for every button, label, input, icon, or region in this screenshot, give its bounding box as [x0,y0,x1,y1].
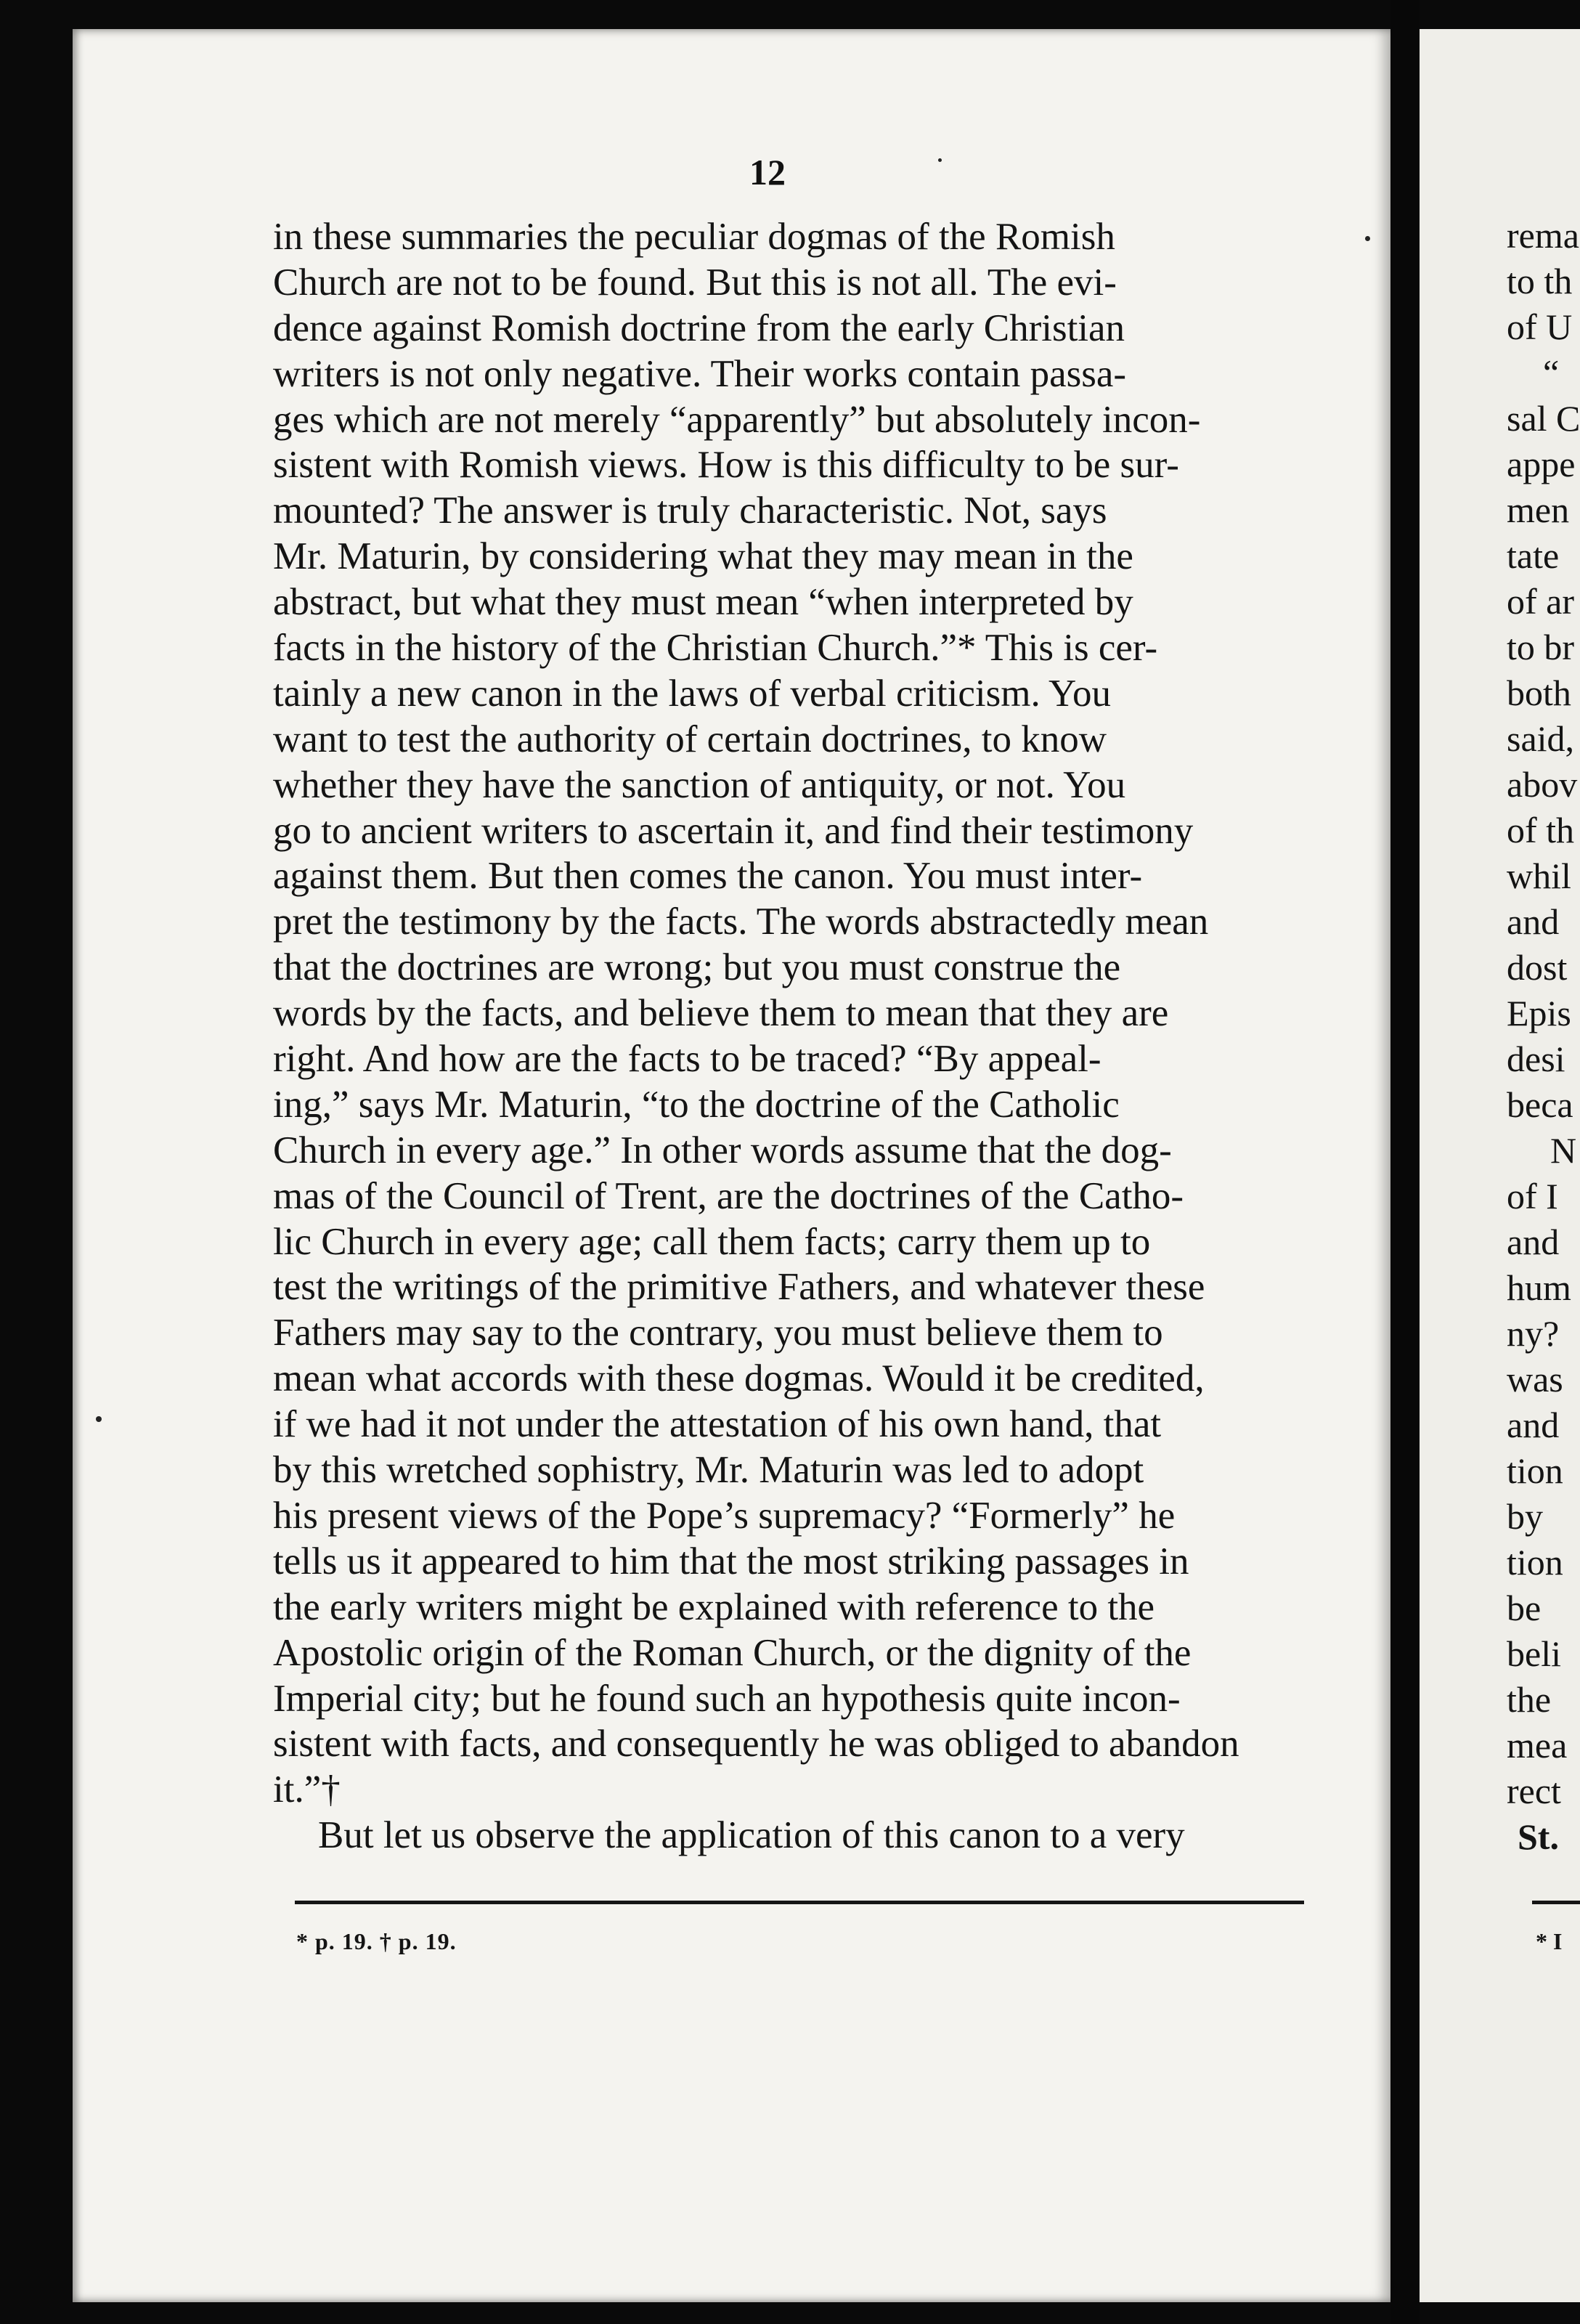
print-speck [96,1416,102,1422]
text-line: sistent with facts, and consequently he was obliged to abandon [273,1723,1239,1766]
text-line: mean what accords with these dogmas. Would it be credited, [273,1357,1205,1400]
text-line: want to test the authority of certain doctrines, to know [273,718,1107,760]
next-page-fragment: and [1507,901,1560,942]
text-line: pret the testimony by the facts. The words abstractedly mean [273,901,1209,943]
next-page-fragment: to br [1507,627,1575,667]
text-line: go to ancient writers to ascertain it, and find their testimony [273,809,1194,852]
text-line: Imperial city; but he found such an hypothesis quite incon- [273,1677,1181,1720]
text-line: ing,” says Mr. Maturin, “to the doctrine of the Catholic [273,1083,1120,1126]
text-line: in these summaries the peculiar dogmas of the Romish [273,216,1115,258]
text-line: the early writers might be explained with reference to the [273,1585,1155,1628]
text-line: against them. But then comes the canon. You must inter- [273,855,1143,898]
next-page-fragment: rect [1507,1771,1561,1811]
text-line: facts in the history of the Christian Church.”* This is cer- [273,627,1158,670]
next-page-fragment: by [1507,1496,1543,1537]
page-body-text [273,214,1304,1858]
next-page-fragment: beli [1507,1633,1561,1674]
text-line: mounted? The answer is truly characteristic. Not, says [273,489,1107,532]
next-page-fragment: dost [1507,947,1568,988]
text-line: right. And how are the facts to be traced? “By appeal- [273,1038,1101,1081]
next-page-fragment: “ [1543,352,1560,393]
next-page-fragment: to th [1507,261,1573,301]
next-page-fragment: ny? [1507,1313,1560,1354]
text-line: ges which are not merely “apparently” but absolutely incon- [273,398,1201,441]
text-line: Apostolic origin of the Roman Church, or the dignity of the [273,1631,1192,1674]
text-line: whether they have the sanction of antiquity, or not. You [273,763,1126,806]
next-page-fragment: and [1507,1222,1560,1262]
next-page-footnote-fragment: * I [1536,1928,1563,1954]
text-line: words by the facts, and believe them to mean that they are [273,992,1169,1035]
page-number: 12 [749,152,786,192]
text-line: it.”† [273,1768,341,1811]
footnote-rule [295,1901,1304,1904]
next-page-fragment: and [1507,1405,1560,1445]
next-page-fragment: desi [1507,1039,1565,1079]
next-page-fragment: of th [1507,810,1575,850]
next-page-fragment: of ar [1507,581,1574,622]
next-page-fragment: rema [1507,215,1579,256]
next-page-fragment: said, [1507,718,1575,759]
next-page-fragment: of I [1507,1176,1558,1216]
text-line: Mr. Maturin, by considering what they may mean in the [273,535,1133,578]
next-page-fragment: tion [1507,1450,1563,1491]
text-line: his present views of the Pope’s supremacy? “Formerly” he [273,1494,1176,1537]
next-page-footnote-rule [1532,1901,1580,1904]
next-page-fragment: be [1507,1588,1542,1628]
text-line: tainly a new canon in the laws of verbal criticism. You [273,672,1111,715]
next-page-fragment: of U [1507,306,1573,347]
next-page-fragment: abov [1507,764,1578,805]
print-speck [1365,236,1370,241]
text-line: But let us observe the application of this canon to a very [318,1814,1185,1857]
next-page-fragment: the [1507,1679,1552,1720]
text-line: dence against Romish doctrine from the early Christian [273,306,1125,349]
text-line: abstract, but what they must mean “when interpreted by [273,581,1133,624]
next-page-fragment: N [1550,1130,1577,1171]
text-line: Church are not to be found. But this is not all. The evi- [273,261,1117,304]
text-line: lic Church in every age; call them facts; carry them up to [273,1220,1151,1263]
next-page-fragment: both [1507,673,1571,713]
book-gutter [1390,0,1420,2324]
next-page-fragment: appe [1507,444,1576,484]
next-page-fragment: Epis [1507,993,1571,1033]
text-line: Church in every age.” In other words assume that the dog- [273,1129,1172,1171]
text-line: test the writings of the primitive Fathers, and whatever these [273,1266,1205,1309]
text-line: mas of the Council of Trent, are the doctrines of the Catho- [273,1174,1184,1217]
footnotes: * p. 19. † p. 19. [296,1928,457,1954]
text-line: writers is not only negative. Their works contain passa- [273,352,1127,395]
print-speck [938,158,942,162]
text-line: by this wretched sophistry, Mr. Maturin was led to adopt [273,1449,1144,1492]
next-page-fragment: mea [1507,1725,1568,1766]
next-page-fragment: whil [1507,856,1571,896]
text-line: if we had it not under the attestation of his own hand, that [273,1403,1162,1446]
text-line: that the doctrines are wrong; but you must construe the [273,946,1121,989]
text-line: Fathers may say to the contrary, you must believe them to [273,1312,1163,1354]
next-page-fragment: tion [1507,1542,1563,1582]
next-page-fragment: tate [1507,535,1560,576]
text-line: tells us it appeared to him that the most striking passages in [273,1540,1189,1582]
next-page-fragment: beca [1507,1084,1573,1125]
next-page-fragment: was [1507,1359,1563,1399]
next-page-fragment: hum [1507,1267,1571,1308]
next-page-fragment: sal C [1507,398,1580,439]
next-page-fragment: men [1507,489,1570,530]
text-line: sistent with Romish views. How is this difficulty to be sur- [273,444,1179,487]
next-page-fragment: St. [1518,1816,1559,1857]
